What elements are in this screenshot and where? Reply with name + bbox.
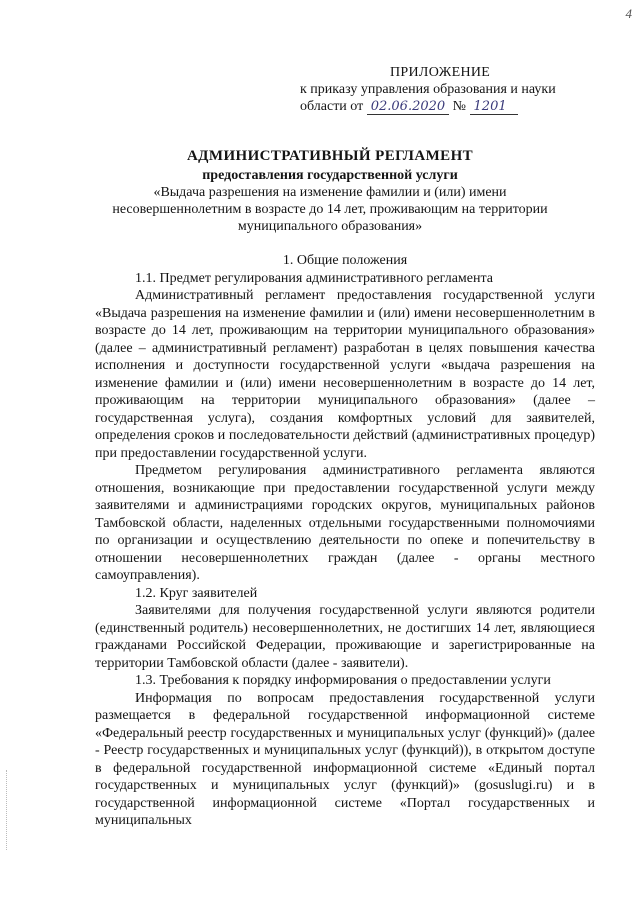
- handwritten-number: 1201: [470, 100, 518, 115]
- subsection-heading-1-1: 1.1. Предмет регулирования административного регламента: [135, 270, 493, 286]
- page-number: 4: [625, 6, 632, 21]
- service-name-line-3: муниципального образования»: [237, 219, 423, 234]
- subsection-heading-1-2: 1.2. Круг заявителей: [135, 585, 258, 601]
- paragraph-4: Информация по вопросам предоставления государственной услуги размещается в федеральной государственной информационной системе «Федеральный реестр государственных и муниципальных услуг (функций)» (далее - Реестр государственных и муниципальных услуг (функций)), в открытом доступе в федеральной государственной информационной системе «Единый портал государственных и муниципальных услуг (функций)» (gosuslugi.ru) и в государственной информационной системе «Портал государственных и муниципальных: [95, 690, 595, 828]
- appendix-title: ПРИЛОЖЕНИЕ: [390, 65, 491, 80]
- appendix-block: [300, 64, 600, 115]
- service-name-line-2: несовершеннолетним в возрасте до 14 лет, проживающим на территории: [112, 202, 548, 217]
- service-name-line-1: «Выдача разрешения на изменение фамилии и (или) имени: [153, 185, 507, 200]
- regulation-title: АДМИНИСТРАТИВНЫЙ РЕГЛАМЕНТ: [186, 148, 474, 164]
- section-heading-1: 1. Общие положения: [282, 253, 408, 268]
- scan-margin-mark: [6, 770, 11, 850]
- paragraph-3: Заявителями для получения государственной услуги являются родители (единственный родитель) несовершеннолетних, не достигших 14 лет, являющиеся гражданами Российской Федерации, проживающие и зарегистрированные на территории Тамбовской области (далее - заявители).: [95, 603, 595, 671]
- appendix-order-line: к приказу управления образования и науки: [300, 82, 556, 97]
- subsection-heading-1-3: 1.3. Требования к порядку информирования о предоставлении услуги: [135, 673, 551, 688]
- date-prefix: области от: [300, 99, 364, 114]
- number-sign: №: [452, 99, 467, 114]
- paragraph-1: Административный регламент предоставления государственной услуги «Выдача разрешения на изменение фамилии и (или) имени несовершеннолетним в возрасте до 14 лет, проживающим на территории муниципального образования» (далее – административный регламент) разработан в целях повышения качества исполнения и доступности государственной услуги «выдача разрешения на изменение фамилии и (или) имени несовершеннолетним в возрасте до 14 лет, проживающим на территории муниципального образования» (далее – государственная услуга), создания комфортных условий для заявителей, определения сроков и последовательности действий (административных процедур) при предоставлении государственной услуги.: [95, 288, 595, 461]
- document-body: [95, 252, 595, 830]
- appendix-date-line: [300, 98, 600, 115]
- paragraph-2: Предметом регулирования административного регламента являются отношения, возникающие при предоставлении государственной услуги между заявителями и администрациями городских округов, муниципальных районов Тамбовской области, наделенных отдельными государственными полномочиями по организации и осуществлению деятельности по опеке и попечительству в отношении несовершеннолетних граждан (далее - органы местного самоуправления).: [95, 463, 595, 583]
- handwritten-date: 02.06.2020: [367, 100, 449, 115]
- regulation-header: [80, 148, 580, 235]
- regulation-subtitle: предоставления государственной услуги: [202, 168, 458, 183]
